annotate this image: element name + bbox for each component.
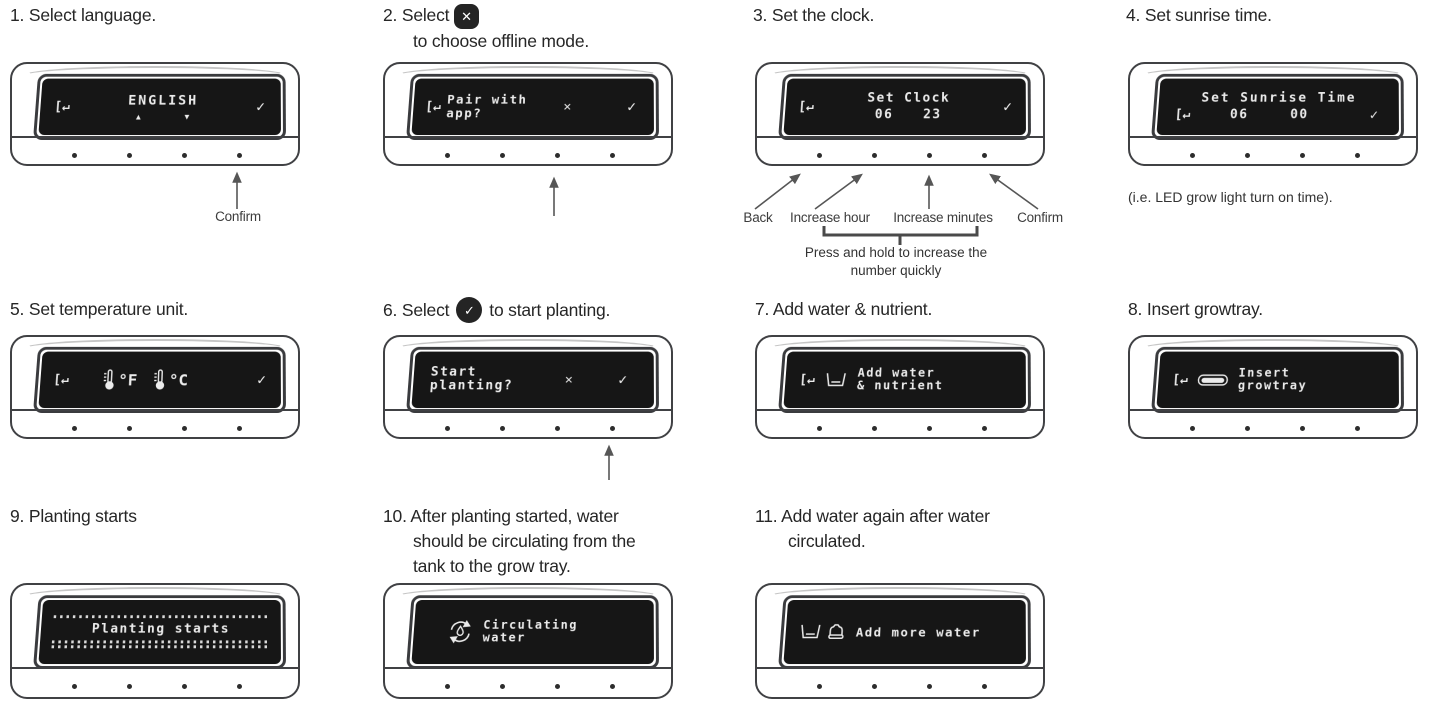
device-button-1 bbox=[72, 426, 77, 431]
cross-badge-icon: ✕ bbox=[454, 4, 479, 29]
confirm-icon: ✓ bbox=[256, 97, 266, 116]
device-button-4 bbox=[982, 684, 987, 689]
device-button-3 bbox=[927, 684, 932, 689]
step3-arrows bbox=[740, 168, 1060, 214]
minute-value: 00 bbox=[1289, 107, 1309, 123]
device-button-4 bbox=[610, 426, 615, 431]
lcd-text-line2: growtray bbox=[1237, 378, 1308, 393]
device-button-3 bbox=[182, 153, 187, 158]
increase-hour-label: Increase hour bbox=[790, 210, 870, 225]
lcd-text-line1: Add water bbox=[857, 365, 936, 380]
device-divider bbox=[385, 409, 671, 411]
hold-instruction bbox=[790, 244, 1002, 280]
lcd-screen bbox=[778, 595, 1031, 669]
select-arrow bbox=[546, 172, 562, 218]
cancel-icon: ✕ bbox=[563, 99, 572, 114]
back-icon: [↵ bbox=[797, 99, 815, 114]
device-divider bbox=[757, 136, 1043, 138]
sunrise-note: (i.e. LED grow light turn on time). bbox=[1128, 189, 1333, 205]
device-divider bbox=[12, 667, 298, 669]
lcd-text-line1: Pair with bbox=[446, 92, 528, 107]
device-button-4 bbox=[237, 684, 242, 689]
step11-line2: circulated. bbox=[788, 531, 866, 551]
step2-heading-line2: to choose offline mode. bbox=[413, 31, 590, 51]
device-button-4 bbox=[982, 153, 987, 158]
water-tank-icon bbox=[798, 623, 823, 640]
device-button-4 bbox=[610, 684, 615, 689]
device-button-2 bbox=[872, 684, 877, 689]
thermometer-icon bbox=[102, 369, 117, 390]
device-button-1 bbox=[1190, 426, 1195, 431]
device-button-4 bbox=[610, 153, 615, 158]
device-step1 bbox=[10, 62, 300, 166]
hour-value: 06 bbox=[874, 107, 894, 123]
device-button-1 bbox=[817, 153, 822, 158]
lcd-title: Set Sunrise Time bbox=[1201, 90, 1357, 106]
hold-line1: Press and hold to increase the bbox=[804, 245, 988, 260]
device-step10 bbox=[383, 583, 673, 699]
device-button-2 bbox=[872, 426, 877, 431]
fahrenheit-option: °F bbox=[117, 370, 138, 389]
device-button-1 bbox=[445, 684, 450, 689]
water-tank-icon bbox=[823, 371, 848, 388]
step9-heading: 9. Planting starts bbox=[10, 506, 137, 526]
device-button-3 bbox=[1300, 153, 1305, 158]
device-step7 bbox=[755, 335, 1045, 439]
increase-minutes-label: Increase minutes bbox=[893, 210, 993, 225]
check-badge-icon: ✓ bbox=[456, 297, 482, 323]
device-divider bbox=[757, 409, 1043, 411]
step1-heading: 1. Select language. bbox=[10, 5, 157, 25]
lcd-message: Planting starts bbox=[91, 621, 231, 637]
dotted-border-bottom bbox=[52, 640, 269, 643]
confirm-icon: ✓ bbox=[257, 370, 267, 389]
device-divider bbox=[12, 136, 298, 138]
device-button-3 bbox=[555, 684, 560, 689]
device-step11 bbox=[755, 583, 1045, 699]
step5-heading: 5. Set temperature unit. bbox=[10, 299, 189, 319]
step10-line2: should be circulating from the bbox=[413, 531, 636, 551]
device-button-3 bbox=[182, 684, 187, 689]
back-icon: [↵ bbox=[1171, 372, 1189, 387]
hour-value: 06 bbox=[1229, 107, 1249, 123]
back-icon: [↵ bbox=[52, 372, 70, 387]
lcd-screen bbox=[406, 595, 659, 669]
device-button-3 bbox=[182, 426, 187, 431]
thermometer-icon bbox=[153, 369, 168, 390]
confirm-label: Confirm bbox=[215, 209, 261, 224]
device-button-3 bbox=[927, 153, 932, 158]
confirm-label: Confirm bbox=[1017, 210, 1063, 225]
device-button-3 bbox=[1300, 426, 1305, 431]
device-button-2 bbox=[872, 153, 877, 158]
lcd-text-line2: app? bbox=[445, 105, 483, 121]
device-button-4 bbox=[1355, 153, 1360, 158]
device-button-3 bbox=[555, 153, 560, 158]
device-step6 bbox=[383, 335, 673, 439]
device-button-3 bbox=[555, 426, 560, 431]
step2-heading-text: 2. Select bbox=[383, 5, 450, 25]
device-button-2 bbox=[1245, 426, 1250, 431]
device-button-2 bbox=[127, 153, 132, 158]
up-arrow-icon: ▲ bbox=[135, 111, 141, 121]
device-step3 bbox=[755, 62, 1045, 166]
step11-line1: 11. Add water again after water bbox=[755, 506, 990, 526]
lcd-screen bbox=[778, 74, 1031, 140]
start-planting-arrow bbox=[601, 440, 617, 482]
lcd-screen bbox=[778, 347, 1031, 413]
device-button-2 bbox=[500, 684, 505, 689]
device-button-3 bbox=[927, 426, 932, 431]
step4-heading: 4. Set sunrise time. bbox=[1126, 5, 1272, 25]
growtray-icon bbox=[1196, 373, 1228, 386]
device-button-2 bbox=[500, 426, 505, 431]
device-step9 bbox=[10, 583, 300, 699]
circulating-water-icon bbox=[447, 620, 474, 643]
device-button-1 bbox=[445, 153, 450, 158]
step6-heading-text: 6. Select bbox=[383, 299, 450, 320]
device-button-2 bbox=[127, 426, 132, 431]
lcd-text-line2: planting? bbox=[429, 378, 514, 394]
back-icon: [↵ bbox=[798, 372, 816, 387]
device-button-1 bbox=[817, 426, 822, 431]
device-button-1 bbox=[72, 684, 77, 689]
step2-heading bbox=[383, 3, 589, 54]
lcd-text-line2: water bbox=[482, 630, 527, 645]
device-button-2 bbox=[1245, 153, 1250, 158]
device-button-1 bbox=[817, 684, 822, 689]
lcd-screen bbox=[1151, 74, 1404, 140]
device-button-4 bbox=[237, 153, 242, 158]
device-divider bbox=[757, 667, 1043, 669]
lcd-screen bbox=[1151, 347, 1404, 413]
lcd-screen bbox=[406, 74, 659, 140]
device-step8 bbox=[1128, 335, 1418, 439]
lcd-text-line1: Circulating bbox=[482, 618, 579, 632]
water-jug-icon bbox=[826, 623, 847, 640]
lcd-title: Set Clock bbox=[866, 91, 951, 106]
device-button-4 bbox=[982, 426, 987, 431]
step3-heading: 3. Set the clock. bbox=[753, 5, 875, 25]
confirm-icon: ✓ bbox=[1003, 97, 1012, 116]
device-button-1 bbox=[72, 153, 77, 158]
celsius-option: °C bbox=[168, 370, 189, 389]
lcd-screen bbox=[33, 347, 286, 413]
lcd-screen bbox=[406, 347, 659, 413]
step11-heading bbox=[755, 504, 990, 554]
device-divider bbox=[1130, 409, 1416, 411]
lcd-screen bbox=[33, 74, 286, 140]
step10-line3: tank to the grow tray. bbox=[413, 556, 571, 576]
step8-heading: 8. Insert growtray. bbox=[1128, 299, 1263, 319]
device-button-2 bbox=[127, 684, 132, 689]
confirm-icon: ✓ bbox=[618, 370, 628, 389]
dotted-border-bottom2 bbox=[51, 645, 269, 648]
step6-heading-suffix: to start planting. bbox=[489, 299, 611, 320]
confirm-icon: ✓ bbox=[627, 97, 637, 116]
lcd-screen bbox=[33, 595, 286, 669]
device-step5 bbox=[10, 335, 300, 439]
cancel-icon: ✕ bbox=[564, 372, 573, 387]
hold-line2: number quickly bbox=[850, 263, 942, 278]
back-icon: [↵ bbox=[424, 99, 442, 114]
device-divider bbox=[385, 136, 671, 138]
language-value: ENGLISH bbox=[127, 92, 199, 109]
back-icon: [↵ bbox=[1174, 107, 1191, 123]
device-button-4 bbox=[237, 426, 242, 431]
device-step4 bbox=[1128, 62, 1418, 166]
device-step2 bbox=[383, 62, 673, 166]
step10-heading bbox=[383, 504, 636, 579]
down-arrow-icon: ▼ bbox=[184, 111, 190, 121]
step6-heading bbox=[383, 297, 610, 323]
device-button-4 bbox=[1355, 426, 1360, 431]
back-label: Back bbox=[743, 210, 773, 225]
device-button-2 bbox=[500, 153, 505, 158]
device-divider bbox=[12, 409, 298, 411]
device-button-1 bbox=[1190, 153, 1195, 158]
lcd-text-line2: & nutrient bbox=[856, 378, 944, 393]
step10-line1: 10. After planting started, water bbox=[383, 506, 619, 526]
minute-value: 23 bbox=[922, 107, 942, 123]
lcd-text-line1: Start bbox=[430, 365, 478, 380]
device-divider bbox=[1130, 136, 1416, 138]
lcd-text-line1: Insert bbox=[1238, 365, 1291, 380]
confirm-arrow bbox=[229, 167, 245, 211]
lcd-message: Add more water bbox=[855, 624, 981, 639]
confirm-icon: ✓ bbox=[1369, 107, 1379, 123]
device-divider bbox=[385, 667, 671, 669]
back-icon: [↵ bbox=[53, 99, 71, 114]
dotted-border-top bbox=[54, 615, 269, 618]
step7-heading: 7. Add water & nutrient. bbox=[755, 299, 933, 319]
device-button-1 bbox=[445, 426, 450, 431]
